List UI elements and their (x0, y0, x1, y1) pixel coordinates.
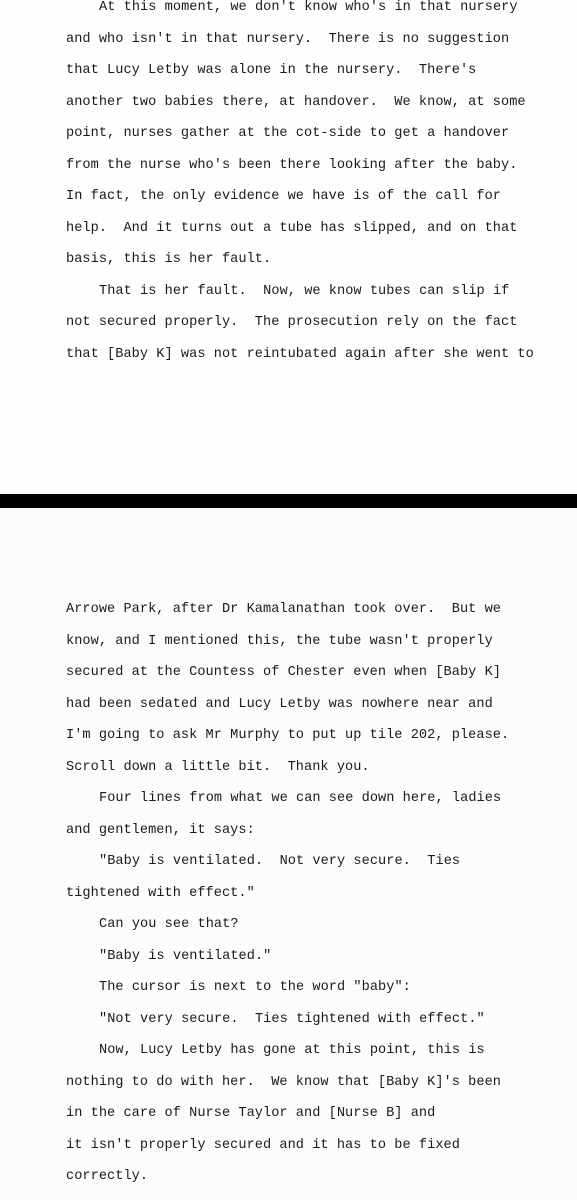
transcript-line: Now, Lucy Letby has gone at this point, this is (99, 1043, 485, 1058)
transcript-line: Four lines from what we can see down here, ladies (99, 791, 502, 806)
transcript-line: secured at the Countess of Chester even when [Baby K] (66, 665, 502, 680)
transcript-line: Arrowe Park, after Dr Kamalanathan took over. But we (66, 602, 502, 617)
transcript-line: help. And it turns out a tube has slipped, and on that (66, 221, 518, 236)
transcript-line: basis, this is her fault. (66, 252, 272, 267)
transcript-line: "Not very secure. Ties tightened with effect." (99, 1012, 485, 1027)
transcript-line: not secured properly. The prosecution rely on the fact (66, 315, 518, 330)
transcript-line: nothing to do with her. We know that [Baby K]'s been (66, 1075, 502, 1090)
transcript-page-bottom (0, 508, 577, 1200)
transcript-line: know, and I mentioned this, the tube wasn't properly (66, 634, 493, 649)
transcript-line: The cursor is next to the word "baby": (99, 980, 411, 995)
transcript-page-top (0, 0, 577, 494)
transcript-line: "Baby is ventilated. Not very secure. Ties (99, 854, 461, 869)
transcript-line: that Lucy Letby was alone in the nursery. There's (66, 63, 477, 78)
transcript-line: another two babies there, at handover. We know, at some (66, 95, 526, 110)
transcript-line: from the nurse who's been there looking after the baby. (66, 158, 518, 173)
page-separator (0, 494, 577, 508)
transcript-line: tightened with effect." (66, 886, 255, 901)
transcript-line: and gentlemen, it says: (66, 823, 255, 838)
transcript-line: that [Baby K] was not reintubated again after she went to (66, 347, 534, 362)
transcript-line: In fact, the only evidence we have is of the call for (66, 189, 502, 204)
transcript-line: Can you see that? (99, 917, 239, 932)
transcript-line: in the care of Nurse Taylor and [Nurse B] and (66, 1106, 436, 1121)
transcript-line: "Baby is ventilated." (99, 949, 272, 964)
transcript-line: and who isn't in that nursery. There is no suggestion (66, 32, 510, 47)
transcript-line: Scroll down a little bit. Thank you. (66, 760, 370, 775)
transcript-line: point, nurses gather at the cot-side to get a handover (66, 126, 510, 141)
transcript-line: correctly. (66, 1169, 149, 1184)
transcript-line: At this moment, we don't know who's in that nursery (99, 0, 518, 15)
transcript-line: it isn't properly secured and it has to be fixed (66, 1138, 460, 1153)
transcript-line: had been sedated and Lucy Letby was nowhere near and (66, 697, 493, 712)
transcript-line: I'm going to ask Mr Murphy to put up tile 202, please. (66, 728, 510, 743)
transcript-line: That is her fault. Now, we know tubes can slip if (99, 284, 510, 299)
